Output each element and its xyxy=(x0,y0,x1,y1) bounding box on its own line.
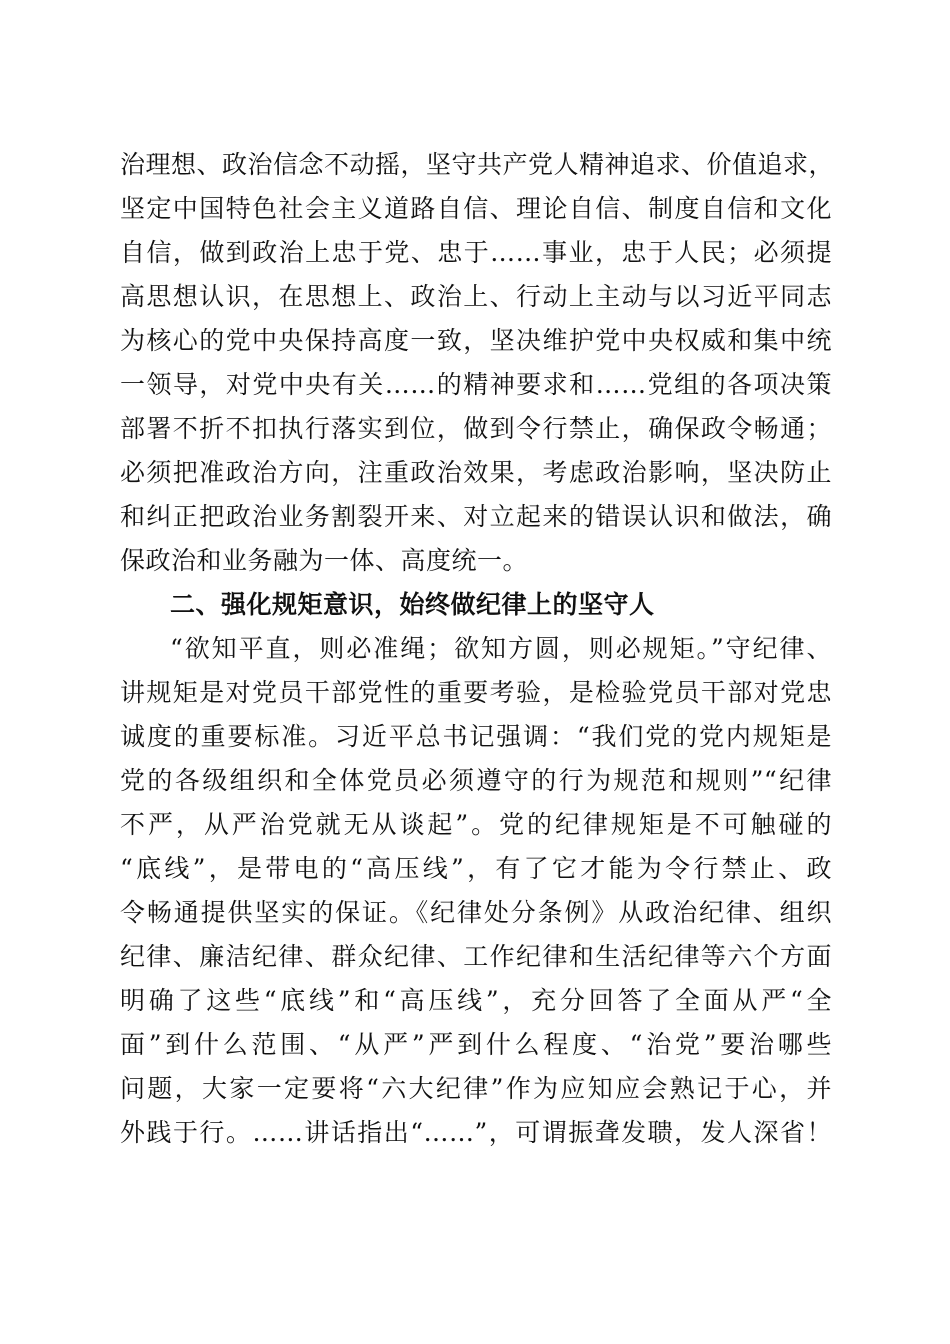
paragraph-line: 讲规矩是对党员干部党性的重要考验，是检验党员干部对党忠 xyxy=(120,678,832,707)
paragraph-line: 外践于行。……讲话指出“……”，可谓振聋发聩，发人深省！ xyxy=(120,1118,832,1147)
paragraph-line: 治理想、政治信念不动摇，坚守共产党人精神追求、价值追求， xyxy=(120,150,835,179)
paragraph-line: 和纠正把政治业务割裂开来、对立起来的错误认识和做法，确 xyxy=(120,502,832,531)
paragraph-line: 坚定中国特色社会主义道路自信、理论自信、制度自信和文化 xyxy=(120,194,832,223)
paragraph-line: 面”到什么范围、“从严”严到什么程度、“治党”要治哪些 xyxy=(120,1030,832,1059)
paragraph-line: 一领导，对党中央有关……的精神要求和……党组的各项决策 xyxy=(120,370,832,399)
paragraph-line: 保政治和业务融为一体、高度统一。 xyxy=(120,546,529,575)
paragraph-line: 必须把准政治方向，注重政治效果，考虑政治影响，坚决防止 xyxy=(120,458,832,487)
paragraph-line: 明确了这些“底线”和“高压线”，充分回答了全面从严“全 xyxy=(120,986,832,1015)
paragraph-line: 高思想认识，在思想上、政治上、行动上主动与以习近平同志 xyxy=(120,282,832,311)
paragraph-line: 自信，做到政治上忠于党、忠于……事业，忠于人民；必须提 xyxy=(120,238,832,267)
paragraph-line: 纪律、廉洁纪律、群众纪律、工作纪律和生活纪律等六个方面 xyxy=(120,942,832,971)
paragraph-line: 问题，大家一定要将“六大纪律”作为应知应会熟记于心，并 xyxy=(120,1074,832,1103)
paragraph-line: 令畅通提供坚实的保证。《纪律处分条例》从政治纪律、组织 xyxy=(120,898,832,927)
paragraph-line: 部署不折不扣执行落实到位，做到令行禁止，确保政令畅通； xyxy=(120,414,832,443)
paragraph-line: 党的各级组织和全体党员必须遵守的行为规范和规则”“纪律 xyxy=(120,766,832,795)
paragraph-line: 为核心的党中央保持高度一致，坚决维护党中央权威和集中统 xyxy=(120,326,832,355)
section-heading: 二、强化规矩意识，始终做纪律上的坚守人 xyxy=(170,590,655,619)
paragraph-line: “欲知平直，则必准绳；欲知方圆，则必规矩。”守纪律、 xyxy=(170,634,832,663)
paragraph-line: “底线”，是带电的“高压线”，有了它才能为令行禁止、政 xyxy=(120,854,832,883)
paragraph-line: 不严，从严治党就无从谈起”。党的纪律规矩是不可触碰的 xyxy=(120,810,832,839)
paragraph-line: 诚度的重要标准。习近平总书记强调：“我们党的党内规矩是 xyxy=(120,722,832,751)
